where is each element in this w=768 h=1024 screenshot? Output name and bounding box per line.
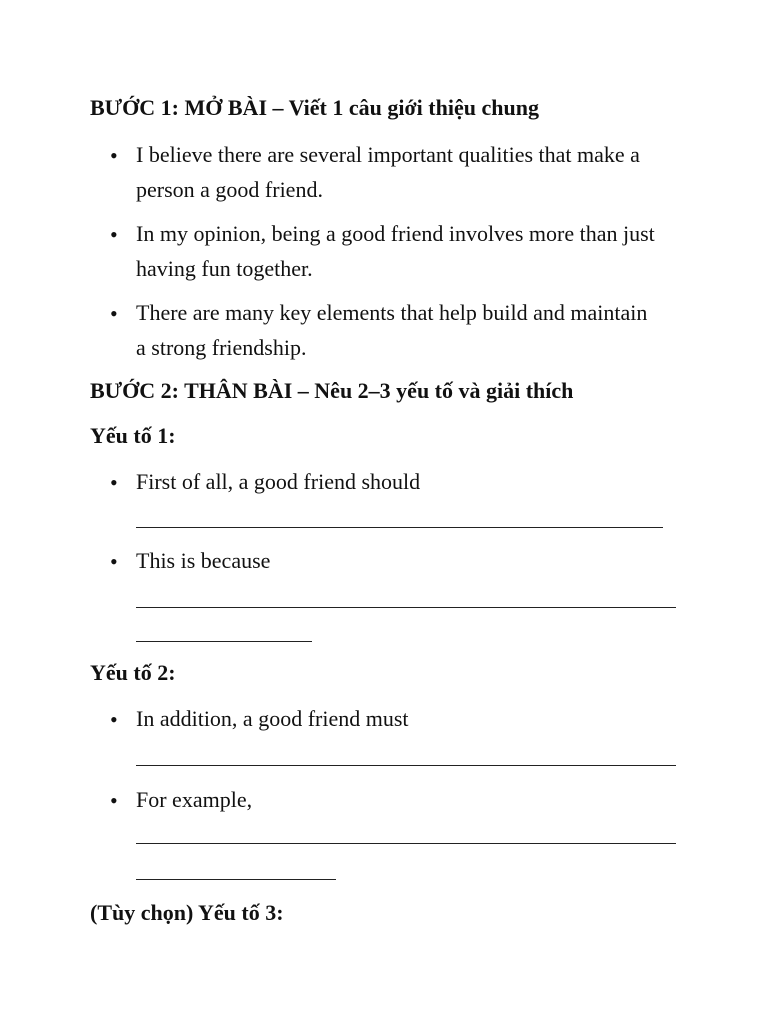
answer-blank-line[interactable]	[136, 879, 336, 880]
step1-item-2: In my opinion, being a good friend involves more than just having fun together.	[136, 221, 655, 281]
factor1-prompt-2: This is because	[136, 548, 271, 573]
bullet-icon: •	[110, 222, 118, 247]
factor2-prompt-2: For example,	[136, 787, 253, 812]
step1-heading: BƯỚC 1: MỞ BÀI – Viết 1 câu giới thiệu chung	[90, 95, 539, 120]
bullet-icon: •	[110, 470, 118, 495]
answer-blank-line[interactable]	[136, 843, 676, 844]
answer-blank-line[interactable]	[136, 527, 663, 528]
answer-blank-line[interactable]	[136, 765, 676, 766]
answer-blank-line[interactable]	[136, 607, 676, 608]
bullet-icon: •	[110, 143, 118, 168]
bullet-icon: •	[110, 301, 118, 326]
step2-heading: BƯỚC 2: THÂN BÀI – Nêu 2–3 yếu tố và giải thích	[90, 378, 574, 403]
factor1-heading: Yếu tố 1:	[90, 423, 176, 448]
answer-blank-line[interactable]	[136, 641, 312, 642]
bullet-icon: •	[110, 788, 118, 813]
step1-item-1: I believe there are several important qualities that make a person a good friend.	[136, 142, 640, 202]
bullet-icon: •	[110, 707, 118, 732]
factor2-heading: Yếu tố 2:	[90, 660, 176, 685]
factor1-prompt-1: First of all, a good friend should	[136, 469, 421, 494]
step1-item-3: There are many key elements that help build and maintain a strong friendship.	[136, 300, 648, 360]
factor3-heading: (Tùy chọn) Yếu tố 3:	[90, 900, 284, 925]
factor2-prompt-1: In addition, a good friend must	[136, 706, 409, 731]
bullet-icon: •	[110, 549, 118, 574]
